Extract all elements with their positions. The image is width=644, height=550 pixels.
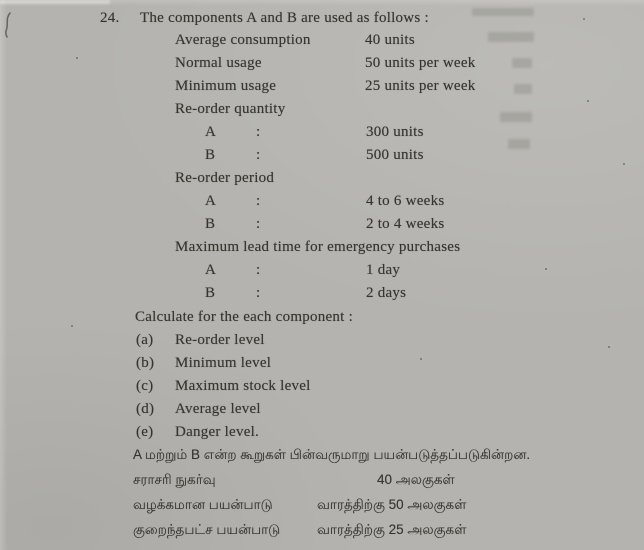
section-heading-line xyxy=(0,100,644,120)
question-number: 24. xyxy=(100,10,120,26)
spec-label: Normal usage xyxy=(175,55,262,71)
component-letter: B xyxy=(205,285,216,301)
calculate-heading: Calculate for the each component : xyxy=(135,309,353,325)
component-row xyxy=(0,215,644,235)
tamil-spec-value: 40 அலகுகள் xyxy=(377,472,455,487)
component-letter: A xyxy=(205,193,217,209)
component-row xyxy=(0,146,644,166)
section-heading: Re-order period xyxy=(175,170,275,186)
tamil-spec-row xyxy=(0,471,644,491)
list-text: Danger level. xyxy=(175,424,260,440)
component-row xyxy=(0,284,644,304)
component-value: 1 day xyxy=(366,262,401,278)
tamil-intro-text: A மற்றும் B என்ற கூறுகள் பின்வருமாறு பயன்படுத்தப்படுகின்றன. xyxy=(133,447,531,462)
tamil-spec-label: சராசரி நுகர்வு xyxy=(133,472,216,487)
list-item xyxy=(0,377,644,397)
spec-label: Minimum usage xyxy=(175,78,277,94)
tamil-spec-row xyxy=(0,521,644,541)
list-marker: (a) xyxy=(136,332,154,348)
component-letter: A xyxy=(205,262,217,278)
spec-value: 50 units per week xyxy=(365,55,476,71)
component-value: 2 to 4 weeks xyxy=(366,216,445,232)
question-intro-text: The components A and B are used as follows : xyxy=(140,10,429,26)
colon-separator: : xyxy=(256,216,261,232)
section-heading-line xyxy=(0,238,644,258)
list-marker: (d) xyxy=(136,401,155,417)
spec-row xyxy=(0,77,644,97)
list-item xyxy=(0,354,644,374)
question-intro-line xyxy=(0,9,644,29)
list-text: Average level xyxy=(175,401,261,417)
list-text: Maximum stock level xyxy=(175,378,311,394)
tamil-spec-label: வழக்கமான பயன்பாடு xyxy=(133,497,273,512)
spec-value: 25 units per week xyxy=(365,78,476,94)
calculate-heading-line xyxy=(0,308,644,328)
colon-separator: : xyxy=(256,124,261,140)
section-heading-line xyxy=(0,169,644,189)
component-letter: A xyxy=(205,124,217,140)
list-marker: (e) xyxy=(136,424,154,440)
tamil-spec-label: குறைந்தபட்ச பயன்பாடு xyxy=(133,522,281,537)
colon-separator: : xyxy=(256,147,261,163)
component-letter: B xyxy=(205,147,216,163)
spec-row xyxy=(0,31,644,51)
tamil-intro-line xyxy=(0,446,644,466)
section-heading: Maximum lead time for emergency purchases xyxy=(175,239,461,255)
component-value: 300 units xyxy=(366,124,424,140)
component-letter: B xyxy=(205,216,216,232)
list-text: Minimum level xyxy=(175,355,272,371)
component-value: 4 to 6 weeks xyxy=(366,193,445,209)
colon-separator: : xyxy=(256,262,261,278)
colon-separator: : xyxy=(256,285,261,301)
colon-separator: : xyxy=(256,193,261,209)
spec-label: Average consumption xyxy=(175,32,311,48)
tamil-spec-row xyxy=(0,496,644,516)
component-value: 2 days xyxy=(366,285,407,301)
list-marker: (b) xyxy=(136,355,155,371)
spec-row xyxy=(0,54,644,74)
list-text: Re-order level xyxy=(175,332,265,348)
spec-value: 40 units xyxy=(365,32,415,48)
scan-edge-highlight xyxy=(0,0,110,4)
list-item xyxy=(0,331,644,351)
list-item xyxy=(0,400,644,420)
component-value: 500 units xyxy=(366,147,424,163)
component-row xyxy=(0,261,644,281)
list-marker: (c) xyxy=(136,378,154,394)
component-row xyxy=(0,192,644,212)
list-item xyxy=(0,423,644,443)
component-row xyxy=(0,123,644,143)
tamil-spec-value: வாரத்திற்கு 25 அலகுகள் xyxy=(317,522,467,537)
section-heading: Re-order quantity xyxy=(175,101,286,117)
tamil-spec-value: வாரத்திற்கு 50 அலகுகள் xyxy=(317,497,467,512)
